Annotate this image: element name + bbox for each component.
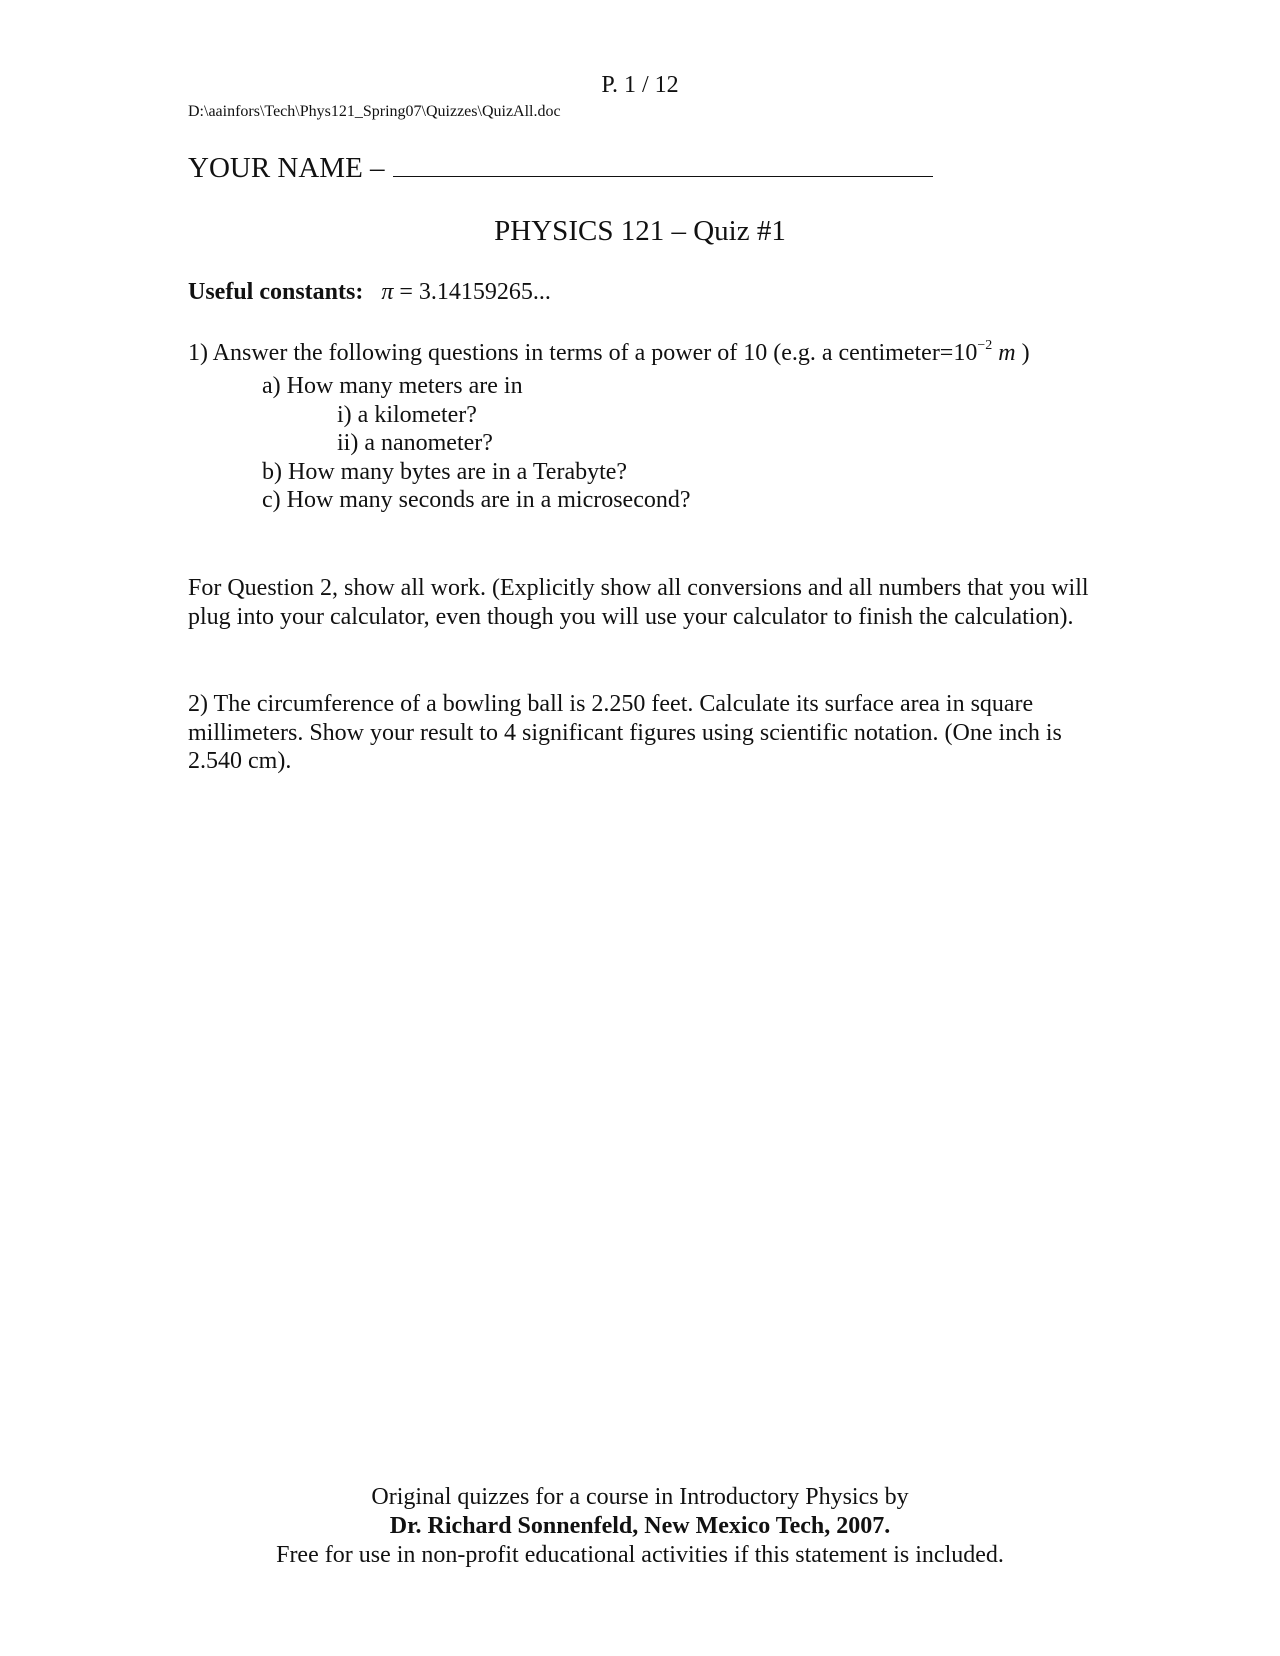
file-path: D:\aainfors\Tech\Phys121_Spring07\Quizzes\QuizAll.doc — [188, 103, 561, 120]
question-1-text: 1) Answer the following questions in terms of a power of 10 (e.g. a centimeter=10 — [188, 340, 978, 366]
question-1-close: ) — [1021, 340, 1030, 366]
question-1-prompt — [188, 340, 1030, 367]
quiz-title: PHYSICS 121 – Quiz #1 — [494, 215, 786, 247]
question-1a-ii: ii) a nanometer? — [337, 430, 493, 456]
footer-line-2: Dr. Richard Sonnenfeld, New Mexico Tech, 2007. — [389, 1513, 891, 1539]
useful-constants — [188, 279, 551, 306]
name-field — [188, 148, 933, 185]
page-number: P. 1 / 12 — [601, 72, 679, 98]
footer-line-1: Original quizzes for a course in Introductory Physics by — [371, 1484, 909, 1510]
question-1a: a) How many meters are in — [262, 373, 523, 399]
name-blank-line — [393, 148, 933, 177]
name-label: YOUR NAME – — [188, 152, 385, 184]
question-1c: c) How many seconds are in a microsecond? — [262, 487, 691, 513]
footer-line-3: Free for use in non-profit educational activities if this statement is included. — [276, 1542, 1004, 1568]
question-1a-i: i) a kilometer? — [337, 402, 477, 428]
pi-value: = 3.14159265... — [399, 279, 551, 305]
pi-symbol: π — [381, 279, 394, 305]
constants-label: Useful constants: — [188, 279, 364, 305]
question-1-exponent: −2 — [977, 338, 993, 353]
question-2: 2) The circumference of a bowling ball is 2.250 feet. Calculate its surface area in square millimeters. Show your result to 4 significant figures using scientific notation. (One inch is 2.540 cm). — [188, 691, 1062, 774]
question-2-instructions: For Question 2, show all work. (Explicitly show all conversions and all numbers that you will plug into your calculator, even though you will use your calculator to finish the calculation). — [188, 575, 1089, 630]
question-1-unit: m — [998, 340, 1016, 366]
question-1b: b) How many bytes are in a Terabyte? — [262, 459, 628, 485]
